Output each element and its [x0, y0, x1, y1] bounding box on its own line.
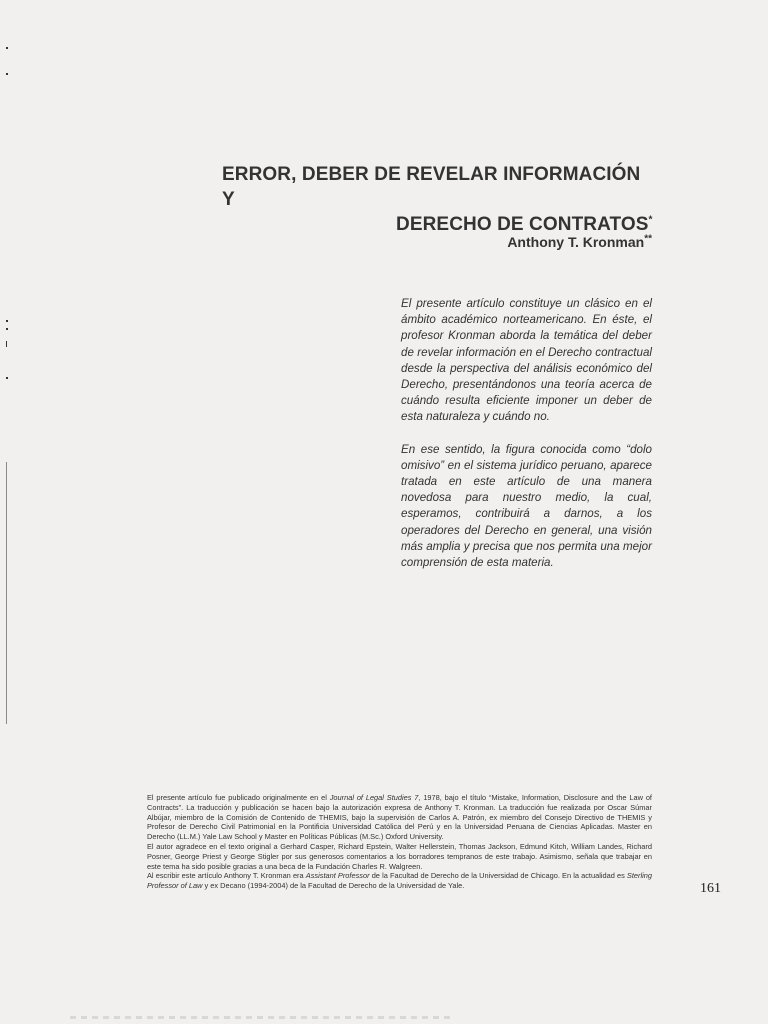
- margin-dot: [6, 320, 8, 322]
- margin-tick: [6, 341, 7, 347]
- margin-dot: [6, 328, 8, 330]
- margin-rule: [6, 462, 7, 724]
- margin-dot: [6, 47, 8, 49]
- author-footnote-mark: **: [644, 233, 652, 245]
- footnote-1: El presente artículo fue publicado originalmente en el Journal of Legal Studies 7, 1978, bajo el título “Mistake, Information, Disclosure and the Law of Contracts”. La traducción y publicación se hacen bajo la autorización expresa de Anthony T. Kronman. La traducción fue realizada por Oscar Súmar Albújar, miembro de la Comisión de Contenido de THEMIS, bajo la supervisión de Carlos A. Patrón, ex miembro del Consejo Directivo de THEMIS y Profesor de Derecho Civil Patrimonial en la Pontificia Universidad Católica del Perú y en la Universidad Peruana de Ciencias Aplicadas. Master en Derecho (LL.M.) Yale Law School y Master en Políticas Públicas (M.Sc.) Oxford University.: [147, 793, 652, 842]
- academic-title: Assistant Professor: [305, 871, 370, 881]
- title-line-1: ERROR, DEBER DE REVELAR INFORMACIÓN Y: [222, 164, 641, 210]
- title-line-2: DERECHO DE CONTRATOS*: [396, 214, 653, 235]
- bleed-through-artifact: [70, 1016, 450, 1019]
- footnote-3: Al escribir este artículo Anthony T. Kronman era Assistant Professor de la Facultad de Derecho de la Universidad de Chicago. En la actualidad es Sterling Professor of Law y ex Decano (1994-2004) de la Facultad de Derecho de la Universidad de Yale.: [147, 871, 652, 891]
- journal-title: Journal of Legal Studies 7: [329, 793, 419, 802]
- article-author: Anthony T. Kronman**: [507, 233, 652, 250]
- page-number: 161: [700, 881, 721, 896]
- abstract-paragraph-1: El presente artículo constituye un clásico en el ámbito académico norteamericano. En éste, el profesor Kronman aborda la temática del deber de revelar información en el Derecho contractual desde la perspectiva del análisis económico del Derecho, presentándonos una teoría acerca de cuándo resulta eficiente imponer un deber de esta naturaleza y cuándo no.: [401, 297, 652, 424]
- margin-dot: [6, 73, 8, 75]
- abstract-paragraph-2: En ese sentido, la figura conocida como “dolo omisivo” en el sistema jurídico peruano, aparece tratada en este artículo de una manera novedosa para nuestro medio, la cual, esperamos, contribuirá a darnos, a los operadores del Derecho en general, una visión más amplia y precisa que nos permita una mejor comprensión de esta materia.: [401, 442, 652, 570]
- footnote-2: El autor agradece en el texto original a Gerhard Casper, Richard Epstein, Walter Hellerstein, Thomas Jackson, Edmund Kitch, William Landes, Richard Posner, George Priest y George Stigler por sus generosos comentarios a los borradores tempranos de este trabajo. Asimismo, señala que trabajar en este tema ha sido posible gracias a una beca de la Fundación Charles R. Walgreen.: [147, 841, 652, 871]
- margin-dot: [6, 377, 8, 379]
- article-title: [200, 162, 655, 237]
- abstract: [401, 296, 652, 587]
- academic-title: Sterling Professor of Law: [147, 871, 652, 891]
- footnotes: [147, 793, 652, 891]
- title-footnote-mark: *: [648, 214, 653, 226]
